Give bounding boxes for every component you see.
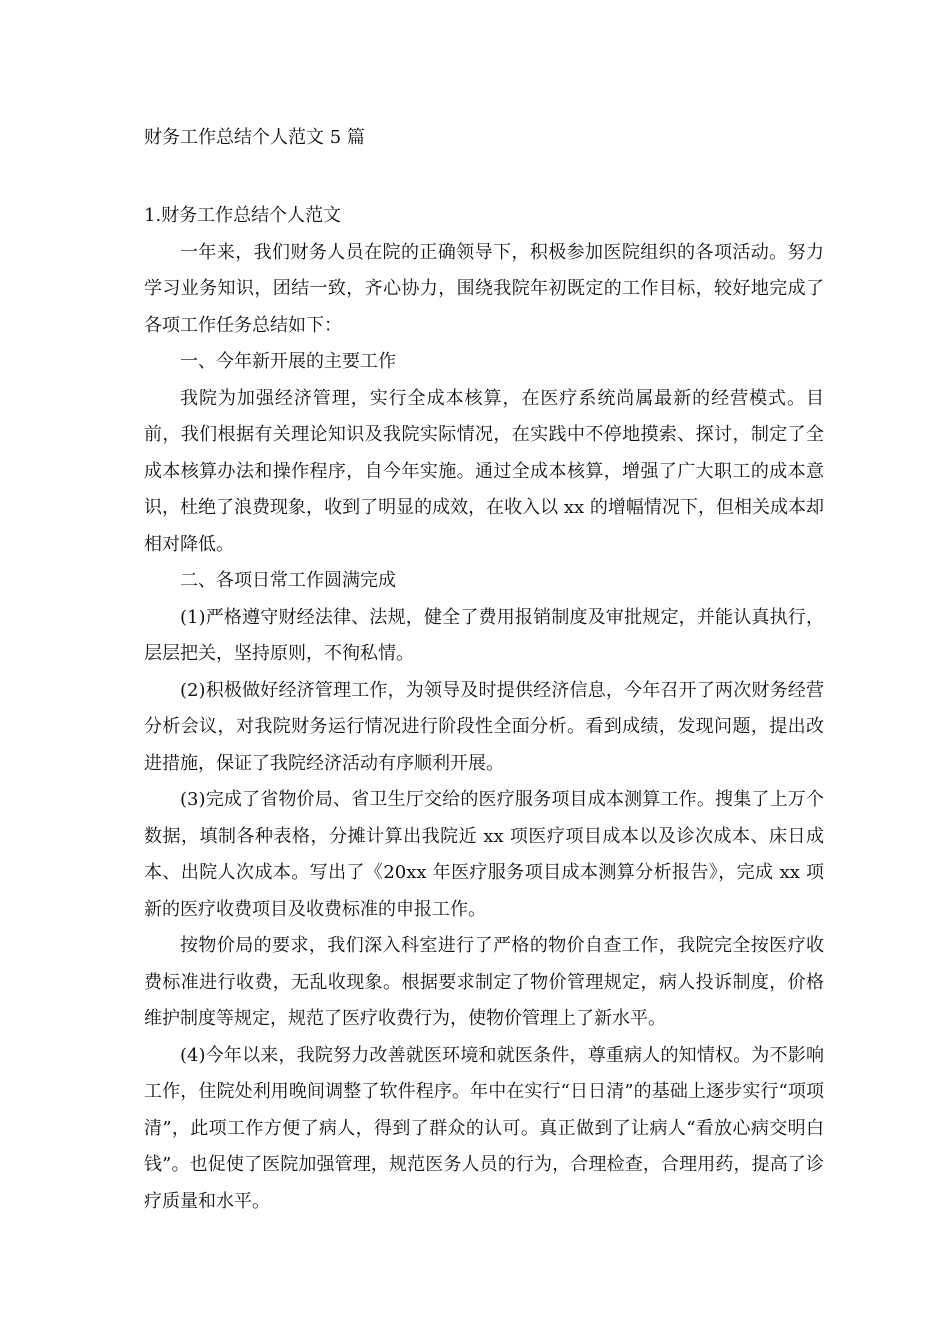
paragraph: (1)严格遵守财经法律、法规，健全了费用报销制度及审批规定，并能认真执行，层层把关，坚持原则，不徇私情。 bbox=[144, 606, 824, 664]
subheading: 一、今年新开展的主要工作 bbox=[180, 351, 396, 372]
document-title: 财务工作总结个人范文 5 篇 bbox=[144, 127, 365, 148]
paragraph: (3)完成了省物价局、省卫生厅交给的医疗服务项目成本测算工作。搜集了上万个数据，填制各种表格，分摊计算出我院近 xx 项医疗项目成本以及诊次成本、床日成本、出院人次成本。写出了《20xx 年医疗服务项目成本测算分析报告》，完成 xx 项新的医疗收费项目及收费标准的申报工作。 bbox=[144, 789, 824, 920]
subheading: 二、各项日常工作圆满完成 bbox=[180, 570, 396, 591]
section-heading: 1.财务工作总结个人范文 bbox=[144, 205, 342, 226]
document-body bbox=[144, 198, 824, 1220]
paragraph: 按物价局的要求，我们深入科室进行了严格的物价自查工作，我院完全按医疗收费标准进行收费，无乱收现象。根据要求制定了物价管理规定，病人投诉制度，价格维护制度等规定，规范了医疗收费行为，使物价管理上了新水平。 bbox=[144, 935, 824, 1029]
paragraph: 一年来，我们财务人员在院的正确领导下，积极参加医院组织的各项活动。努力学习业务知识，团结一致，齐心协力，围绕我院年初既定的工作目标，较好地完成了各项工作任务总结如下： bbox=[144, 241, 824, 336]
paragraph: 我院为加强经济管理，实行全成本核算，在医疗系统尚属最新的经营模式。目前，我们根据有关理论知识及我院实际情况，在实践中不停地摸索、探讨，制定了全成本核算办法和操作程序，自今年实施。通过全成本核算，增强了广大职工的成本意识，杜绝了浪费现象，收到了明显的成效，在收入以 xx 的增幅情况下，但相关成本却相对降低。 bbox=[144, 387, 824, 555]
paragraph: (4)今年以来，我院努力改善就医环境和就医条件，尊重病人的知情权。为不影响工作，住院处利用晚间调整了软件程序。年中在实行“日日清”的基础上逐步实行“项项清”，此项工作方便了病人，得到了群众的认可。真正做到了让病人“看放心病交明白钱”。也促使了医院加强管理，规范医务人员的行为，合理检查，合理用药，提高了诊疗质量和水平。 bbox=[144, 1044, 824, 1212]
paragraph: (2)积极做好经济管理工作，为领导及时提供经济信息，今年召开了两次财务经营分析会议，对我院财务运行情况进行阶段性全面分析。看到成绩，发现问题，提出改进措施，保证了我院经济活动有序顺利开展。 bbox=[144, 679, 824, 774]
